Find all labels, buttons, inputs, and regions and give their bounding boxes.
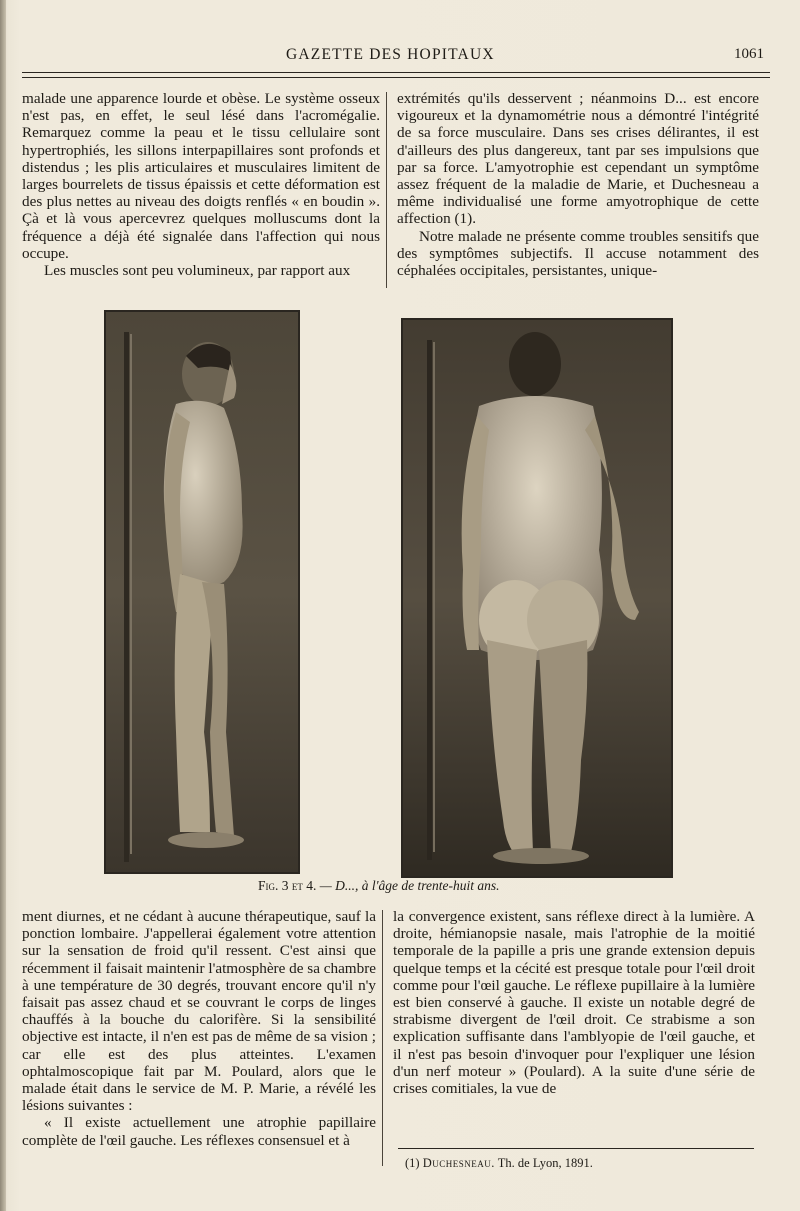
caption-text: — D..., à l'âge de trente-huit ans. xyxy=(319,878,500,893)
footnote-author: Duchesneau. xyxy=(422,1156,495,1170)
footnote-marker: (1) xyxy=(405,1156,420,1170)
column-right-top xyxy=(397,90,759,279)
paragraph: malade une apparence lourde et obèse. Le système osseux n'est pas, en effet, le seul lésé dans l'acromégalie. Remarquez comme la peau et le tissu cellulaire sont hypertrophiés, les sillons interpapillaires sont profonds et distendus ; les plis articulaires et musculaires limitent de larges bourrelets de tissus épaissis et cette déformation est des plus nettes au niveau des doigts renflés « en boudin ». Çà et là vous apercevrez quelques molluscums dont la fréquence a déjà été signalée dans l'affection qui nous occupe. xyxy=(22,90,380,262)
figure-caption xyxy=(258,878,500,894)
footnote-rule xyxy=(398,1148,754,1149)
column-left-bottom xyxy=(22,908,376,1149)
journal-title: GAZETTE DES HOPITAUX xyxy=(286,46,495,63)
column-divider xyxy=(386,92,387,288)
paragraph: Notre malade ne présente comme troubles sensitifs que des symptômes subjectifs. Il accuse notamment des céphalées occipitales, persistantes, unique- xyxy=(397,227,759,280)
profile-photograph xyxy=(106,312,298,872)
caption-label: Fig. 3 et 4. xyxy=(258,878,317,893)
paragraph: « Il existe actuellement une atrophie papillaire complète de l'œil gauche. Les réflexes consensuel et à xyxy=(22,1114,376,1149)
paragraph: Les muscles sont peu volumineux, par rapport aux xyxy=(44,262,351,280)
paragraph: la convergence existent, sans réflexe direct à la lumière. A droite, hémianopsie nasale, mais l'atrophie de la moitié temporale de la papille a pris une grande extension depuis quelque temps et la cécité est presque totale pour l'œil droit comme pour l'œil gauche. Le réflexe pupillaire à la lumière est bien conservé à gauche. Il existe un notable degré de strabisme divergent de l'œil droit. Ce strabisme a son explication suffisante dans l'amblyopie de l'œil gauche, et il n'est pas besoin d'invoquer pour l'expliquer une lésion d'un nerf moteur » (Poulard). A la suite d'une série de crises comitiales, la vue de xyxy=(393,908,755,1098)
paragraph: ment diurnes, et ne cédant à aucune thérapeutique, sauf la ponction lombaire. J'appellerai également votre attention sur la sensation de froid qu'il ressent. C'est ainsi que récemment il faisait maintenir l'atmosphère de sa chambre à une température de 30 degrés, trouvant encore qu'il n'y faisait pas assez chaud et se couvrant le corps de linges chauffés à la bouche du calorifère. Si la sensibilité objective est intacte, il n'en est pas de même de sa vision ; car elle est des plus atteintes. L'examen ophtalmoscopique fait par M. Poulard, alors que le malade était dans le service de M. P. Marie, a révélé les lésions suivantes : xyxy=(22,908,377,1115)
column-left-top xyxy=(22,90,380,279)
paragraph: extrémités qu'ils desservent ; néanmoins D... est encore vigoureux et la dynamométrie nous a démontré l'intégrité de sa force musculaire. Dans ses crises délirantes, il est d'ailleurs des plus dangereux, tant par ses impulsions que par sa force. L'amyotrophie est cependant un symptôme assez fréquent de la maladie de Marie, et Duchesneau a même individualisé une forme amyotrophique de cette affection (1). xyxy=(397,90,759,228)
column-divider xyxy=(382,910,383,1166)
footnote-reference: Th. de Lyon, 1891. xyxy=(497,1156,593,1170)
book-spine-shadow xyxy=(0,0,6,1211)
back-view-photograph xyxy=(403,320,671,876)
column-right-bottom xyxy=(393,908,755,1097)
footnote xyxy=(405,1156,593,1171)
page-number: 1061 xyxy=(734,46,764,62)
header-rule xyxy=(22,72,770,78)
running-head xyxy=(0,46,800,70)
photo-figure-4-back xyxy=(401,318,673,878)
photo-figure-3-profile xyxy=(104,310,300,874)
